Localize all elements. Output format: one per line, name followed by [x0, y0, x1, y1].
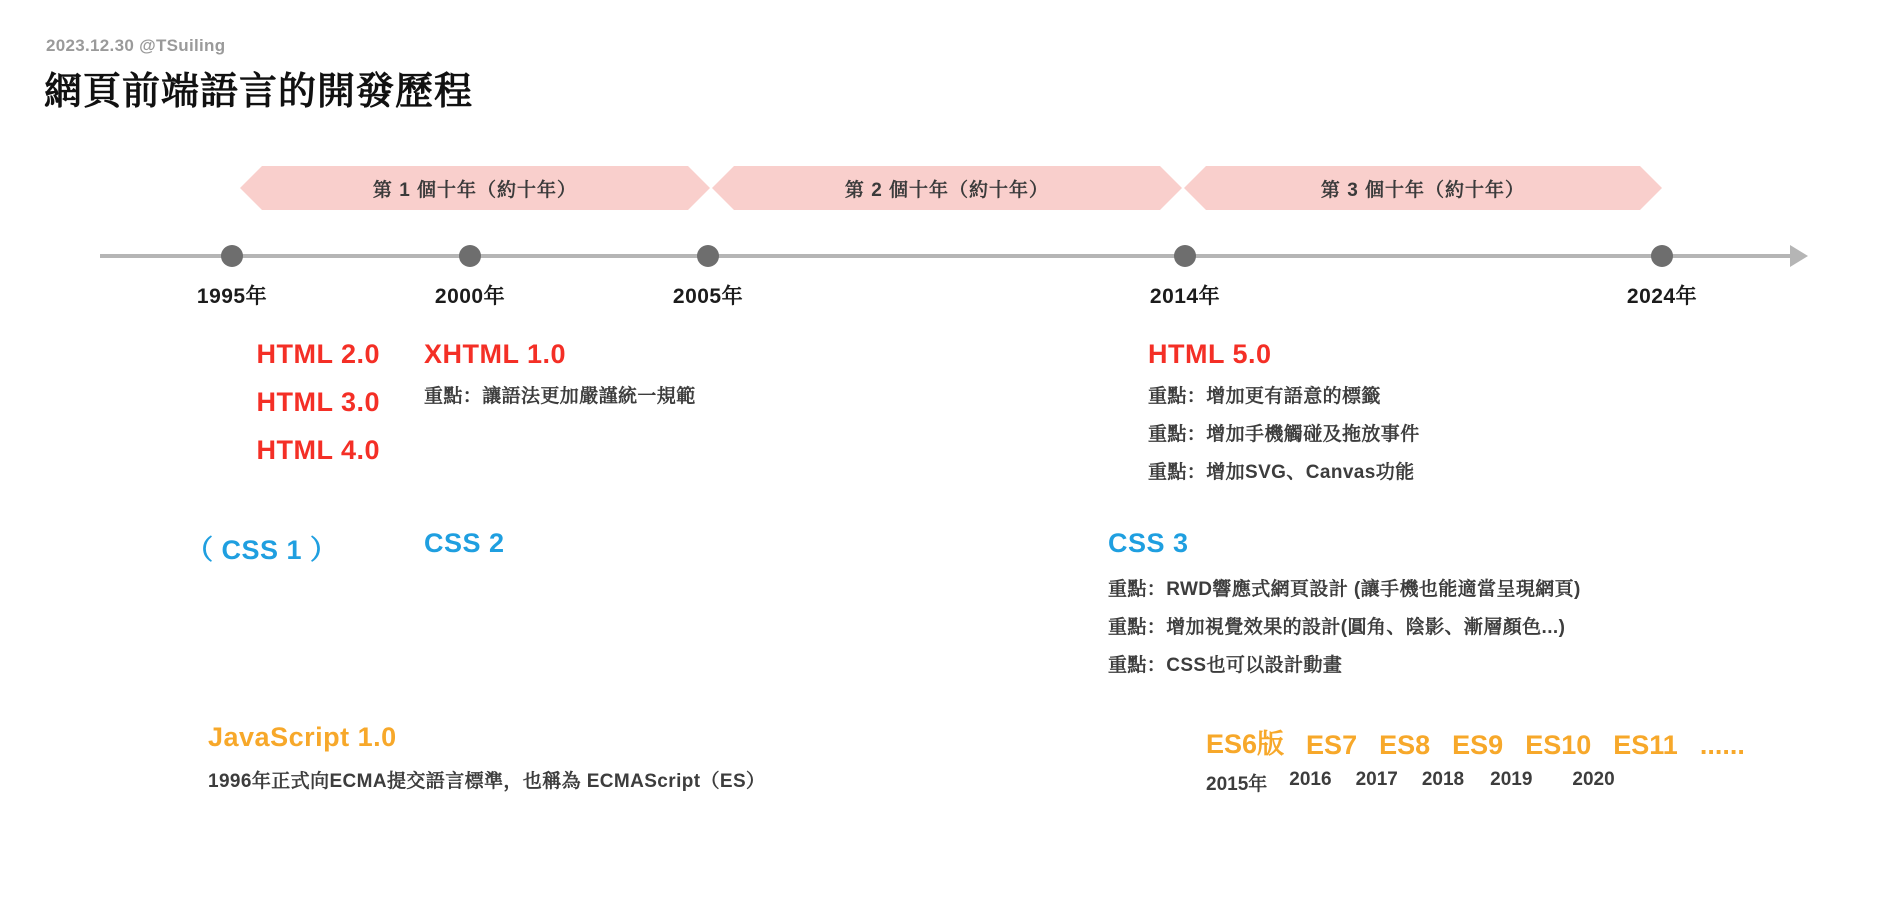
timeline-node-2014: [1174, 245, 1196, 267]
es-version-row: [1206, 722, 1745, 761]
css3-note-3: 重點：CSS也可以設計動畫: [1108, 655, 1343, 676]
timeline-label-2024: 2024年: [1626, 285, 1698, 308]
timeline-axis: [100, 254, 1792, 258]
timeline-node-2000: [459, 245, 481, 267]
es-label-es6: ES6版: [1206, 729, 1285, 759]
css3-heading: CSS 3: [1108, 528, 1189, 558]
html5-note-1: 重點：增加更有語意的標籤: [1148, 386, 1381, 407]
timeline-label-2005: 2005年: [672, 285, 744, 308]
html5-2014-group: [1148, 330, 1420, 492]
css1-heading: （ CSS 1 ）: [186, 535, 338, 565]
es-year-2019: 2019: [1490, 769, 1533, 790]
es-label-es10: ES10: [1525, 730, 1592, 760]
html-version-4: HTML 4.0: [256, 435, 380, 465]
css3-group: [1108, 528, 1581, 685]
timeline-label-2014: 2014年: [1149, 285, 1221, 308]
xhtml-note-1: 重點：讓語法更加嚴謹統一規範: [424, 386, 696, 407]
decade-bar-2: [712, 166, 1182, 210]
css3-note-2: 重點：增加視覺效果的設計(圓角、陰影、漸層顏色...): [1108, 617, 1566, 638]
es-label-es11: ES11: [1613, 730, 1678, 760]
css2-heading: CSS 2: [424, 528, 505, 558]
meta-line: 2023.12.30 @TSuiling: [46, 36, 226, 55]
html5-heading: HTML 5.0: [1148, 339, 1272, 369]
es-label-es9: ES9: [1452, 730, 1504, 760]
es-versions-group: [1206, 722, 1745, 796]
html5-note-3: 重點：增加SVG、Canvas功能: [1148, 462, 1415, 483]
css2-group: [424, 528, 505, 559]
decade-bar-1: [240, 166, 710, 210]
css1-group: [186, 528, 338, 567]
timeline-arrow-icon: [1790, 245, 1808, 267]
html-version-3: HTML 3.0: [256, 387, 380, 417]
es-year-2018: 2018: [1421, 769, 1465, 790]
timeline-label-2000: 2000年: [434, 285, 506, 308]
decade-label-1: 第 1 個十年（約十年）: [372, 179, 578, 201]
xhtml-2000-group: [424, 330, 696, 416]
es-label-more: ......: [1699, 730, 1745, 760]
decade-label-3: 第 3 個十年（約十年）: [1320, 179, 1526, 201]
css3-note-1: 重點：RWD響應式網頁設計 (讓手機也能適當呈現網頁): [1108, 579, 1581, 600]
es-year-2017: 2017: [1355, 769, 1398, 790]
html-version-2: HTML 2.0: [256, 339, 380, 369]
timeline-label-1995: 1995年: [196, 285, 268, 308]
decade-label-2: 第 2 個十年（約十年）: [844, 179, 1050, 201]
es-year-row: [1206, 769, 1745, 796]
html5-note-2: 重點：增加手機觸碰及拖放事件: [1148, 424, 1420, 445]
es-label-es7: ES7: [1306, 730, 1358, 760]
page-title: 網頁前端語言的開發歷程: [44, 71, 474, 113]
es-year-2015: 2015年: [1206, 774, 1268, 795]
javascript-heading: JavaScript 1.0: [208, 722, 397, 752]
es-year-2020: 2020: [1572, 769, 1615, 790]
html-1995-group: [90, 330, 380, 474]
es-label-es8: ES8: [1379, 730, 1431, 760]
xhtml-heading: XHTML 1.0: [424, 339, 567, 369]
es-year-2016: 2016: [1289, 769, 1332, 790]
timeline-node-2005: [697, 245, 719, 267]
timeline-node-2024: [1651, 245, 1673, 267]
javascript-group: [208, 722, 765, 801]
timeline-node-1995: [221, 245, 243, 267]
javascript-note: 1996年正式向ECMA提交語言標準，也稱為 ECMAScript（ES）: [208, 771, 766, 792]
decade-bar-3: [1184, 166, 1662, 210]
